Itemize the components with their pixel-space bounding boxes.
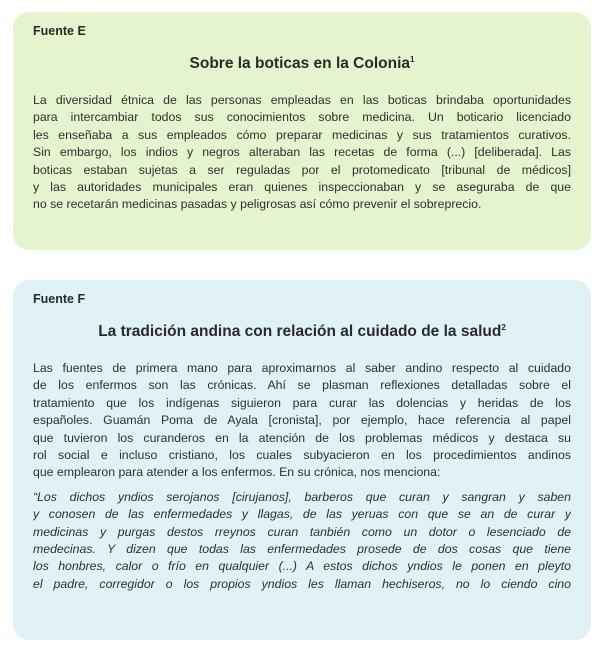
text-line: rol social e incluso cristiano, los cuales subyacieron en los procedimientos andinos [33, 448, 571, 463]
source-f-title [33, 323, 571, 341]
source-f-title-text: La tradición andina con relación al cuidado de la salud [98, 323, 502, 340]
text-line: no se recetarán medicinas pasadas y peligrosas así cómo prevenir el sobreprecio. [33, 197, 482, 212]
quote-line: los honbres, calor o frío en qualquier (...) A estos dichos yndios le ponen en pleyto [33, 559, 571, 574]
text-line: que tuvieron los curanderos en la atención de los problemas médicos y destaca su [33, 430, 571, 445]
source-f-label: Fuente F [33, 292, 86, 306]
text-line: españoles. Guamán Poma de Ayala [cronista], por ejemplo, hace referencia al papel [33, 413, 571, 428]
quote-line: medicinas y purgas destos rreynos curan tanbién como un dotor o lesenciado de [33, 524, 571, 539]
text-line: tratamiento que los indígenas siguieron para curar las dolencias y heridas de los [33, 395, 571, 410]
quote-line: el padre, corregidor o los propios yndios les llaman hechiseros, no lo ciendo cino [33, 576, 571, 591]
text-line: Las fuentes de primera mano para aproximarnos al saber andino respecto al cuidado [33, 361, 571, 375]
text-line: La diversidad étnica de las personas empleadas en las boticas brindaba oportunidades [33, 93, 571, 107]
quote-line: y conosen de las enfermedades y llagas, de las yeruas con que se an de curar y [33, 507, 571, 522]
source-e-card [13, 12, 591, 250]
text-line: boticas estaban sujetas a ser reguladas por el protomedicato [tribunal de médicos] [33, 162, 571, 177]
source-f-paragraph [33, 360, 571, 482]
text-line: y las autoridades municipales eran quienes inspeccionaban y se aseguraba de que [33, 180, 571, 195]
quote-line: medecinas. Y dizen que todas las enfermedades prosede de dos cosas que tiene [33, 542, 571, 557]
text-line: de los enfermos son las crónicas. Ahí se plasman reflexiones detalladas sobre el [33, 378, 571, 393]
source-f-footnote-mark: 2 [501, 322, 506, 332]
quote-line: “Los dichos yndios serojanos [cirujanos], barberos que curan y sangran y saben [33, 489, 571, 504]
text-line: les enseñaba a sus empleados cómo preparar medicinas y sus tratamientos curativos. [33, 127, 571, 142]
text-line: que emplearon para atender a los enfermos. En su crónica, nos menciona: [33, 465, 441, 480]
source-e-paragraph [33, 92, 571, 214]
chronicle-quote [33, 489, 571, 593]
text-line: para intercambiar todos sus conocimientos sobre medicina. Un boticario licenciado [33, 110, 571, 125]
source-e-label: Fuente E [33, 24, 86, 38]
source-e-title-text: Sobre la boticas en la Colonia [189, 55, 411, 72]
source-f-card [13, 280, 591, 640]
text-line: Sin embargo, los indios y negros alteraban las recetas de forma (...) [deliberada]. Las [33, 145, 571, 160]
source-e-footnote-mark: 1 [410, 54, 415, 64]
source-e-title [33, 55, 571, 73]
